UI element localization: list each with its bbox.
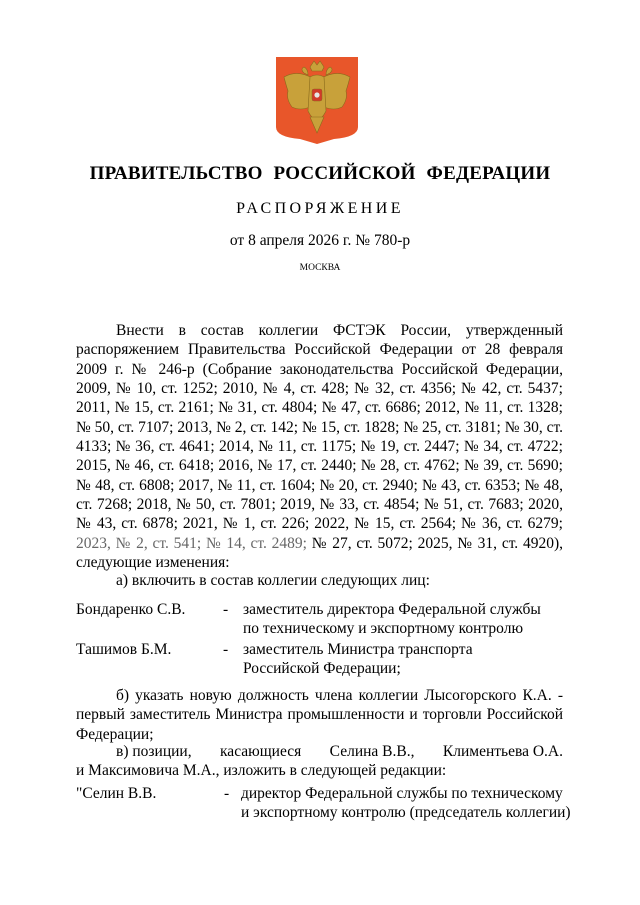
member-position-line1: заместитель директора Федеральной службы — [243, 601, 541, 618]
intro-main-text: Внести в состав коллегии ФСТЭК России, утвержденный распоряжением Правительства Российской Федерации от 28 февраля 2009 г. № 246-р (Собрание законодательства Российской Федерации, 2009, № 10, ст. 1252; 2010, № 4, ст. 428; № 32, ст. 4356; № 42, ст. 5437; 2011, № 15, ст. 2161; № 31, ст. 4804; № 47, ст. 6686; 2012, № 11, ст. 1328; № 50, ст. 7107; 2013, № 2, ст. 142; № 15, ст. 1828; № 25, ст. 3181; № 30, ст. 4133; № 36, ст. 4641; 2014, № 11, ст. 1175; № 19, ст. 2447; № 34, ст. 4722; 2015, № 46, ст. 6418; 2016, № 17, ст. 2440; № 28, ст. 4762; № 39, ст. 5690; № 48, ст. 6808; 2017, № 11, ст. 1604; № 20, ст. 2940; № 43, ст. 6353; № 48, ст. 7268; 2018, № 50, ст. 7801; 2019, № 33, ст. 4854; № 51, ст. 7683; 2020, № 43, ст. 6878; 2021, № 1, ст. 226; 2022, № 15, ст. 2564; № 36, ст. 6279; — [76, 322, 563, 533]
item-v-line1 — [76, 742, 563, 761]
member-position-line1: заместитель Министра транспорта — [243, 641, 473, 658]
document-city: МОСКВА — [299, 263, 341, 273]
item-v-line2: и Максимовича М.А., изложить в следующей редакции: — [76, 762, 447, 780]
member-name: Ташимов Б.М. — [76, 641, 172, 658]
item-v-word: в) позиции, — [116, 743, 192, 760]
item-v-word: Климентьева О.А. — [442, 743, 563, 760]
member-dash: - — [223, 601, 229, 618]
member-position-line2: и экспортному контролю (председатель коллегии) — [241, 804, 571, 821]
member-position-line2: по техническому и экспортному контролю — [243, 620, 524, 637]
coat-of-arms-emblem — [274, 55, 360, 145]
eagle-rider — [314, 92, 319, 97]
member-name: Бондаренко С.В. — [76, 601, 186, 618]
member-dash: - — [223, 641, 229, 658]
item-v — [76, 742, 563, 781]
item-a: а) включить в состав коллегии следующих лиц: — [116, 572, 430, 589]
item-v-word: касающиеся — [220, 743, 302, 760]
item-v-word: Селина В.В., — [329, 743, 415, 760]
member-dash: - — [224, 785, 230, 802]
member-position-line1: директор Федеральной службы по техническому — [241, 785, 563, 802]
intro-tail-text: № 27, ст. 5072; 2025, № 31, ст. 4920), следующие изменения: — [76, 534, 563, 572]
intro-gray-text: 2023, № 2, ст. 541; № 14, ст. 2489; — [76, 534, 307, 552]
intro-paragraph — [76, 321, 563, 572]
member-position-line2: Российской Федерации; — [243, 660, 401, 677]
government-title: ПРАВИТЕЛЬСТВО РОССИЙСКОЙ ФЕДЕРАЦИИ — [89, 163, 551, 184]
item-b-text: б) указать новую должность члена коллегии Лысогорского К.А. - первый заместитель Министра промышленности и торговли Российской Федерации; — [76, 687, 563, 743]
document-date-number: от 8 апреля 2026 г. № 780-р — [229, 232, 411, 249]
member-name: "Селин В.В. — [76, 785, 157, 802]
item-b — [76, 686, 563, 744]
document-type: РАСПОРЯЖЕНИЕ — [236, 200, 404, 217]
